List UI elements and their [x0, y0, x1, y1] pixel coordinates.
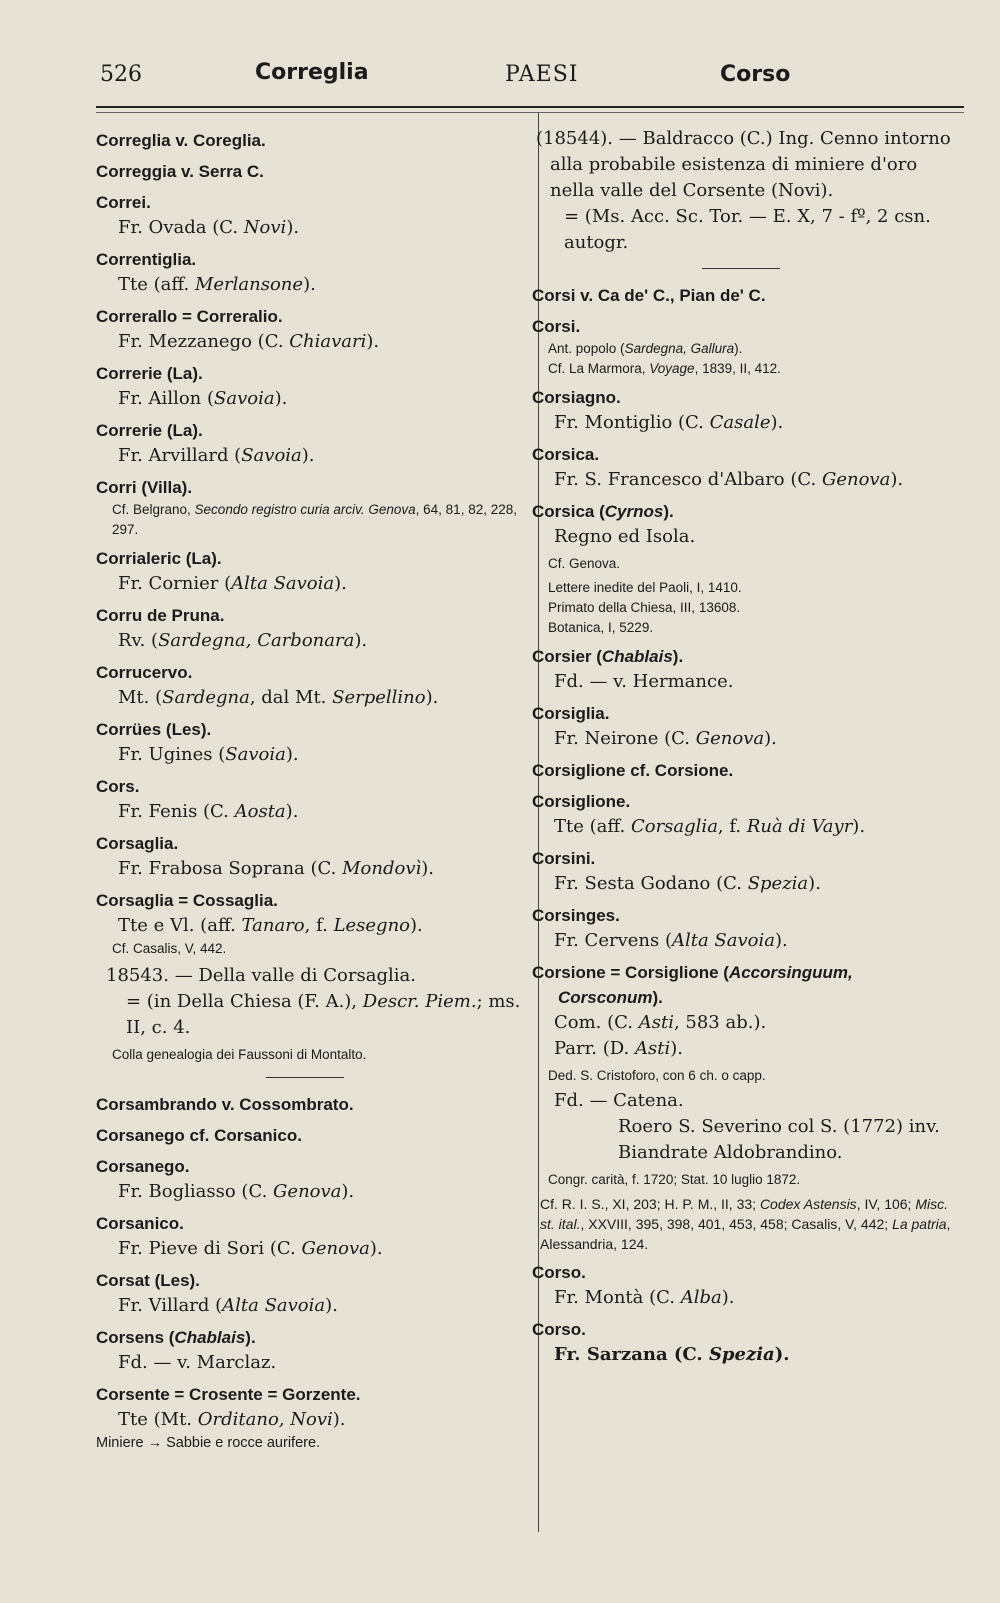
page-number: 526	[100, 62, 142, 87]
text: Sardegna, Carbonara	[158, 630, 355, 651]
text: ).	[285, 744, 299, 765]
entry-reference: Botanica, I, 5229.	[548, 620, 654, 635]
text: Alta Savoia	[222, 1295, 326, 1316]
text: Fr. Neirone (C.	[554, 728, 696, 749]
entry-heading: Corso.	[532, 1263, 586, 1282]
text: ).	[774, 1344, 790, 1365]
text: Fr. Montà (C.	[554, 1287, 681, 1308]
entry	[96, 1154, 526, 1205]
entry-line	[96, 272, 526, 298]
text: ).	[808, 873, 821, 894]
entry	[532, 1317, 962, 1368]
entry-reference	[96, 500, 526, 540]
text: Fr. Bogliasso (C.	[118, 1181, 274, 1202]
entry	[96, 888, 526, 1065]
entry-heading: Corsambrando v. Cossombrato.	[96, 1095, 354, 1114]
text: Savoia	[225, 744, 286, 765]
entry	[532, 126, 962, 256]
text: Tte (aff.	[554, 816, 631, 837]
entry-heading: Corsiagno.	[532, 388, 621, 407]
text: ).	[425, 687, 439, 708]
entry-heading: Correntiglia.	[96, 250, 197, 269]
text: ).	[334, 573, 347, 594]
text: Fr. Ugines (	[118, 744, 226, 765]
text: Orditano, Novi	[197, 1409, 333, 1430]
entry-heading: Corsanego cf. Corsanico.	[96, 1126, 302, 1145]
entry	[96, 660, 526, 711]
entry-line	[96, 386, 526, 412]
entry-line	[96, 329, 526, 355]
entry-line	[532, 928, 962, 954]
text: ; ms. II, c. 4.	[126, 991, 521, 1038]
text: Tte (Mt.	[118, 1409, 198, 1430]
text: Fr. Frabosa Soprana (C.	[118, 858, 343, 879]
entry	[96, 1211, 526, 1262]
entry-line	[96, 1407, 526, 1433]
entry-heading: Correggia v. Serra C.	[96, 162, 264, 181]
text: Sardegna, Gallura	[624, 341, 735, 356]
text: , IV, 106;	[856, 1196, 916, 1212]
entry-heading: Corso.	[532, 1320, 586, 1339]
entry	[96, 546, 526, 597]
text: Aosta	[234, 801, 286, 822]
text: ).	[721, 1287, 735, 1308]
text: Cf. Belgrano,	[112, 502, 195, 517]
entry-heading: Corsaglia.	[96, 834, 179, 853]
text: , dal Mt.	[249, 687, 333, 708]
text: Merlansone	[194, 274, 304, 295]
text: Secondo registro curia arciv. Genova	[194, 502, 416, 517]
entry-heading	[532, 499, 962, 524]
text: , 583 ab.).	[673, 1012, 767, 1033]
text: Fr. Cervens (	[554, 930, 672, 951]
entry-heading: Corsica.	[532, 445, 600, 464]
entry-heading: Corsiglia.	[532, 704, 610, 723]
entry-line	[532, 339, 962, 359]
entry	[532, 789, 962, 840]
entry-line	[532, 467, 962, 493]
text: Fr. Mezzanego (C.	[118, 331, 290, 352]
text: Genova	[301, 1238, 370, 1259]
text: ).	[764, 728, 777, 749]
text: Fr. Montiglio (C.	[554, 412, 710, 433]
entry-line	[96, 628, 526, 654]
text: , f.	[717, 816, 747, 837]
text: , XXVIII, 395, 398, 401, 453, 458; Casalis, V, 442;	[580, 1216, 893, 1232]
text: ).	[734, 341, 743, 356]
entry-note: Ded. S. Cristoforo, con 6 ch. o capp.	[548, 1068, 766, 1083]
entry-heading	[96, 1325, 526, 1350]
text: Codex Astensis	[759, 1196, 857, 1212]
text: Com. (C.	[554, 1012, 639, 1033]
entry-line: Fd. — v. Hermance.	[554, 671, 734, 692]
text: Fr. Arvillard (	[118, 445, 242, 466]
entry-line: Regno ed Isola.	[554, 526, 696, 547]
text: Fr. Pieve di Sori (C.	[118, 1238, 302, 1259]
entry-heading: Corsente = Crosente = Gorzente.	[96, 1385, 361, 1404]
entry-line	[532, 1010, 962, 1036]
entry	[96, 1123, 526, 1148]
entry	[96, 247, 526, 298]
entry-line	[96, 685, 526, 711]
entry-line: Fd. — Catena.	[554, 1090, 684, 1111]
entry	[532, 283, 962, 308]
entry	[532, 385, 962, 436]
text: ).	[663, 502, 674, 521]
text: Tte (aff.	[118, 274, 195, 295]
left-column	[96, 128, 526, 1459]
entry-heading: Corsiglione cf. Corsione.	[532, 761, 734, 780]
entry	[96, 1268, 526, 1319]
text: Tte e Vl. (aff.	[118, 915, 242, 936]
entry	[532, 758, 962, 783]
entry-heading: Corsiglione.	[532, 792, 631, 811]
text: ).	[332, 1409, 346, 1430]
entry-line	[96, 1179, 526, 1205]
running-header	[100, 58, 960, 98]
entry-heading: Correi.	[96, 193, 151, 212]
text: Fr. Ovada (C.	[118, 217, 244, 238]
text: Corsione = Corsiglione (	[532, 963, 729, 982]
text: Mondovì	[342, 858, 422, 879]
entry-heading: Corrües (Les).	[96, 720, 212, 739]
text: Fr. Cornier (	[118, 573, 232, 594]
text: Fr. Villard (	[118, 1295, 223, 1316]
entry-heading: Correglia v. Coreglia.	[96, 131, 266, 150]
cross-reference: Miniere → Sabbie e rocce aurifere.	[96, 1435, 321, 1451]
text: ).	[354, 630, 368, 651]
text: Misc. st. ital.	[540, 1196, 948, 1232]
text: Casale	[709, 412, 771, 433]
text: Serpellino	[332, 687, 426, 708]
text: Cf. La Marmora,	[548, 361, 650, 376]
entry-line	[96, 215, 526, 241]
entry-reference: Cf. Casalis, V, 442.	[112, 941, 227, 956]
header-left-guide-word: Correglia	[255, 60, 369, 85]
entry-heading: Corsanego.	[96, 1157, 190, 1176]
entry-reference	[532, 359, 962, 379]
entry	[96, 1382, 526, 1453]
text: Alta Savoia	[231, 573, 335, 594]
entry-reference	[532, 1194, 962, 1254]
text: Alta Savoia	[671, 930, 775, 951]
text: Parr. (D.	[554, 1038, 635, 1059]
section-rule	[266, 1077, 344, 1078]
section-rule	[702, 268, 780, 269]
entry	[532, 314, 962, 379]
text: ).	[890, 469, 904, 490]
entry-heading: Corsi v. Ca de' C., Pian de' C.	[532, 286, 766, 305]
text: Sardegna	[162, 687, 250, 708]
archive-record-detail: = (Ms. Acc. Sc. Tor. — E. X, 7 - fº, 2 csn. autogr.	[564, 206, 931, 253]
entry-line	[532, 410, 962, 436]
text: ).	[774, 930, 788, 951]
text: Corsica (	[532, 502, 605, 521]
entry-heading: Corrialeric (La).	[96, 549, 222, 568]
text: Asti	[638, 1012, 674, 1033]
text: ).	[286, 217, 300, 238]
entry-heading: Corsinges.	[532, 906, 620, 925]
text: Genova	[821, 469, 891, 490]
entry-heading: Corsanico.	[96, 1214, 184, 1233]
text: ).	[410, 915, 423, 936]
entry-line: Fd. — v. Marclaz.	[118, 1352, 277, 1373]
entry-line	[532, 1036, 962, 1062]
text: ).	[366, 331, 380, 352]
entry-heading: Cors.	[96, 777, 140, 796]
entry-line	[96, 799, 526, 825]
text: ).	[421, 858, 435, 879]
text: ).	[301, 445, 315, 466]
entry-line	[96, 913, 526, 939]
text: Spezia	[747, 873, 809, 894]
entry-line	[532, 726, 962, 752]
entry-line	[96, 742, 526, 768]
entry	[96, 418, 526, 469]
entry-reference: Cf. Genova.	[548, 556, 621, 571]
text: Corsens (	[96, 1328, 175, 1347]
entry	[96, 717, 526, 768]
archive-record-detail	[96, 989, 526, 1041]
text: La patria	[892, 1216, 947, 1232]
header-right-guide-word: Corso	[720, 62, 791, 87]
entry	[532, 499, 962, 638]
text: Corsier (	[532, 647, 602, 666]
entry	[96, 128, 526, 153]
text: , Alessandria, 124.	[540, 1216, 951, 1252]
entry-reference: Primato della Chiesa, III, 13608.	[548, 600, 741, 615]
text: ).	[672, 647, 684, 666]
entry	[96, 361, 526, 412]
text: ).	[369, 1238, 383, 1259]
text: ).	[303, 274, 316, 295]
text: ).	[852, 816, 866, 837]
entry-line: Roero S. Severino col S. (1772) inv.	[618, 1116, 940, 1137]
text: Fr. Fenis (C.	[118, 801, 235, 822]
text: = (in Della Chiesa (F. A.),	[126, 991, 363, 1012]
text: Savoia	[214, 388, 275, 409]
text: Descr. Piem.	[362, 991, 477, 1012]
text: Alba	[680, 1287, 722, 1308]
entry-heading: Correrie (La).	[96, 421, 203, 440]
text: Fr. Aillon (	[118, 388, 215, 409]
entry	[96, 831, 526, 882]
text: Chablais	[174, 1328, 246, 1347]
text: Chablais	[601, 647, 673, 666]
text: Cyrnos	[604, 502, 664, 521]
text: ).	[670, 1038, 683, 1059]
text: Novi	[243, 217, 287, 238]
entry	[532, 442, 962, 493]
text: ).	[285, 801, 299, 822]
entry	[96, 1092, 526, 1117]
entry	[96, 774, 526, 825]
entry-heading: Correrie (La).	[96, 364, 203, 383]
text: Asti	[634, 1038, 671, 1059]
entry-heading	[532, 960, 962, 1010]
text: Chiavari	[289, 331, 367, 352]
text: Fr. Sesta Godano (C.	[554, 873, 748, 894]
text: ).	[341, 1181, 355, 1202]
entry-line	[96, 1293, 526, 1319]
entry	[532, 644, 962, 695]
entry	[96, 190, 526, 241]
entry	[532, 1260, 962, 1311]
entry-line	[532, 814, 962, 840]
entry	[532, 846, 962, 897]
text: , 1839, II, 412.	[694, 361, 781, 376]
archive-record-note: Colla genealogia dei Faussoni di Montalto.	[112, 1047, 367, 1062]
entry-heading	[532, 644, 962, 669]
text: Cf. R. I. S., XI, 203; H. P. M., II, 33;	[540, 1196, 760, 1212]
entry-line	[96, 571, 526, 597]
entry-heading: Corsini.	[532, 849, 596, 868]
entry	[532, 701, 962, 752]
entry-note: Congr. carità, f. 1720; Stat. 10 luglio 1872.	[548, 1172, 801, 1187]
text: Mt. (	[118, 687, 163, 708]
entry	[96, 159, 526, 184]
entry	[96, 1325, 526, 1376]
text: ).	[274, 388, 288, 409]
text: Fr. Sarzana (C.	[554, 1344, 709, 1365]
text: Tanaro	[241, 915, 305, 936]
text: Voyage	[649, 361, 695, 376]
text: Savoia	[241, 445, 302, 466]
archive-record: (18544). — Baldracco (C.) Ing. Cenno intorno alla probabile esistenza di miniere d'oro nella valle del Corsente (Novi).	[536, 128, 951, 201]
entry	[96, 475, 526, 540]
text: ).	[325, 1295, 338, 1316]
text: , 64, 81, 82, 228, 297.	[112, 502, 517, 537]
right-column	[532, 126, 962, 1374]
entry-heading: Corru de Pruna.	[96, 606, 225, 625]
header-rule	[96, 106, 964, 108]
text: Rv. (	[118, 630, 159, 651]
text: , f.	[304, 915, 334, 936]
entry-heading: Corsi.	[532, 317, 581, 336]
entry-line	[96, 443, 526, 469]
text: ).	[770, 412, 784, 433]
entry	[96, 603, 526, 654]
entry-line: Biandrate Aldobrandino.	[618, 1142, 843, 1163]
text: Ruà di Vayr	[746, 816, 853, 837]
text: ).	[245, 1328, 256, 1347]
text: Ant. popolo (	[548, 341, 625, 356]
entry-reference: Lettere inedite del Paoli, I, 1410.	[548, 580, 742, 595]
text: Fr. S. Francesco d'Albaro (C.	[554, 469, 822, 490]
entry-line	[532, 1342, 962, 1368]
entry-heading: Corrucervo.	[96, 663, 193, 682]
entry-heading: Corri (Villa).	[96, 478, 193, 497]
text: Genova	[695, 728, 765, 749]
entry-line	[532, 1285, 962, 1311]
entry-heading: Correrallo = Correralio.	[96, 307, 283, 326]
text: Genova	[273, 1181, 342, 1202]
entry-line	[96, 1236, 526, 1262]
entry-heading: Corsaglia = Cossaglia.	[96, 891, 278, 910]
entry-line	[532, 871, 962, 897]
text: Corsaglia	[630, 816, 718, 837]
entry-line	[96, 856, 526, 882]
entry	[532, 960, 962, 1254]
entry-heading: Corsat (Les).	[96, 1271, 200, 1290]
text: ).	[652, 988, 663, 1007]
text: Lesegno	[333, 915, 411, 936]
text: Spezia	[708, 1344, 775, 1365]
header-section-title: PAESI	[505, 62, 579, 87]
entry	[96, 304, 526, 355]
archive-record: 18543. — Della valle di Corsaglia.	[106, 965, 416, 986]
text: Accorsinguum, Corsconum	[558, 963, 853, 1007]
header-rule-thin	[96, 112, 964, 113]
entry	[532, 903, 962, 954]
